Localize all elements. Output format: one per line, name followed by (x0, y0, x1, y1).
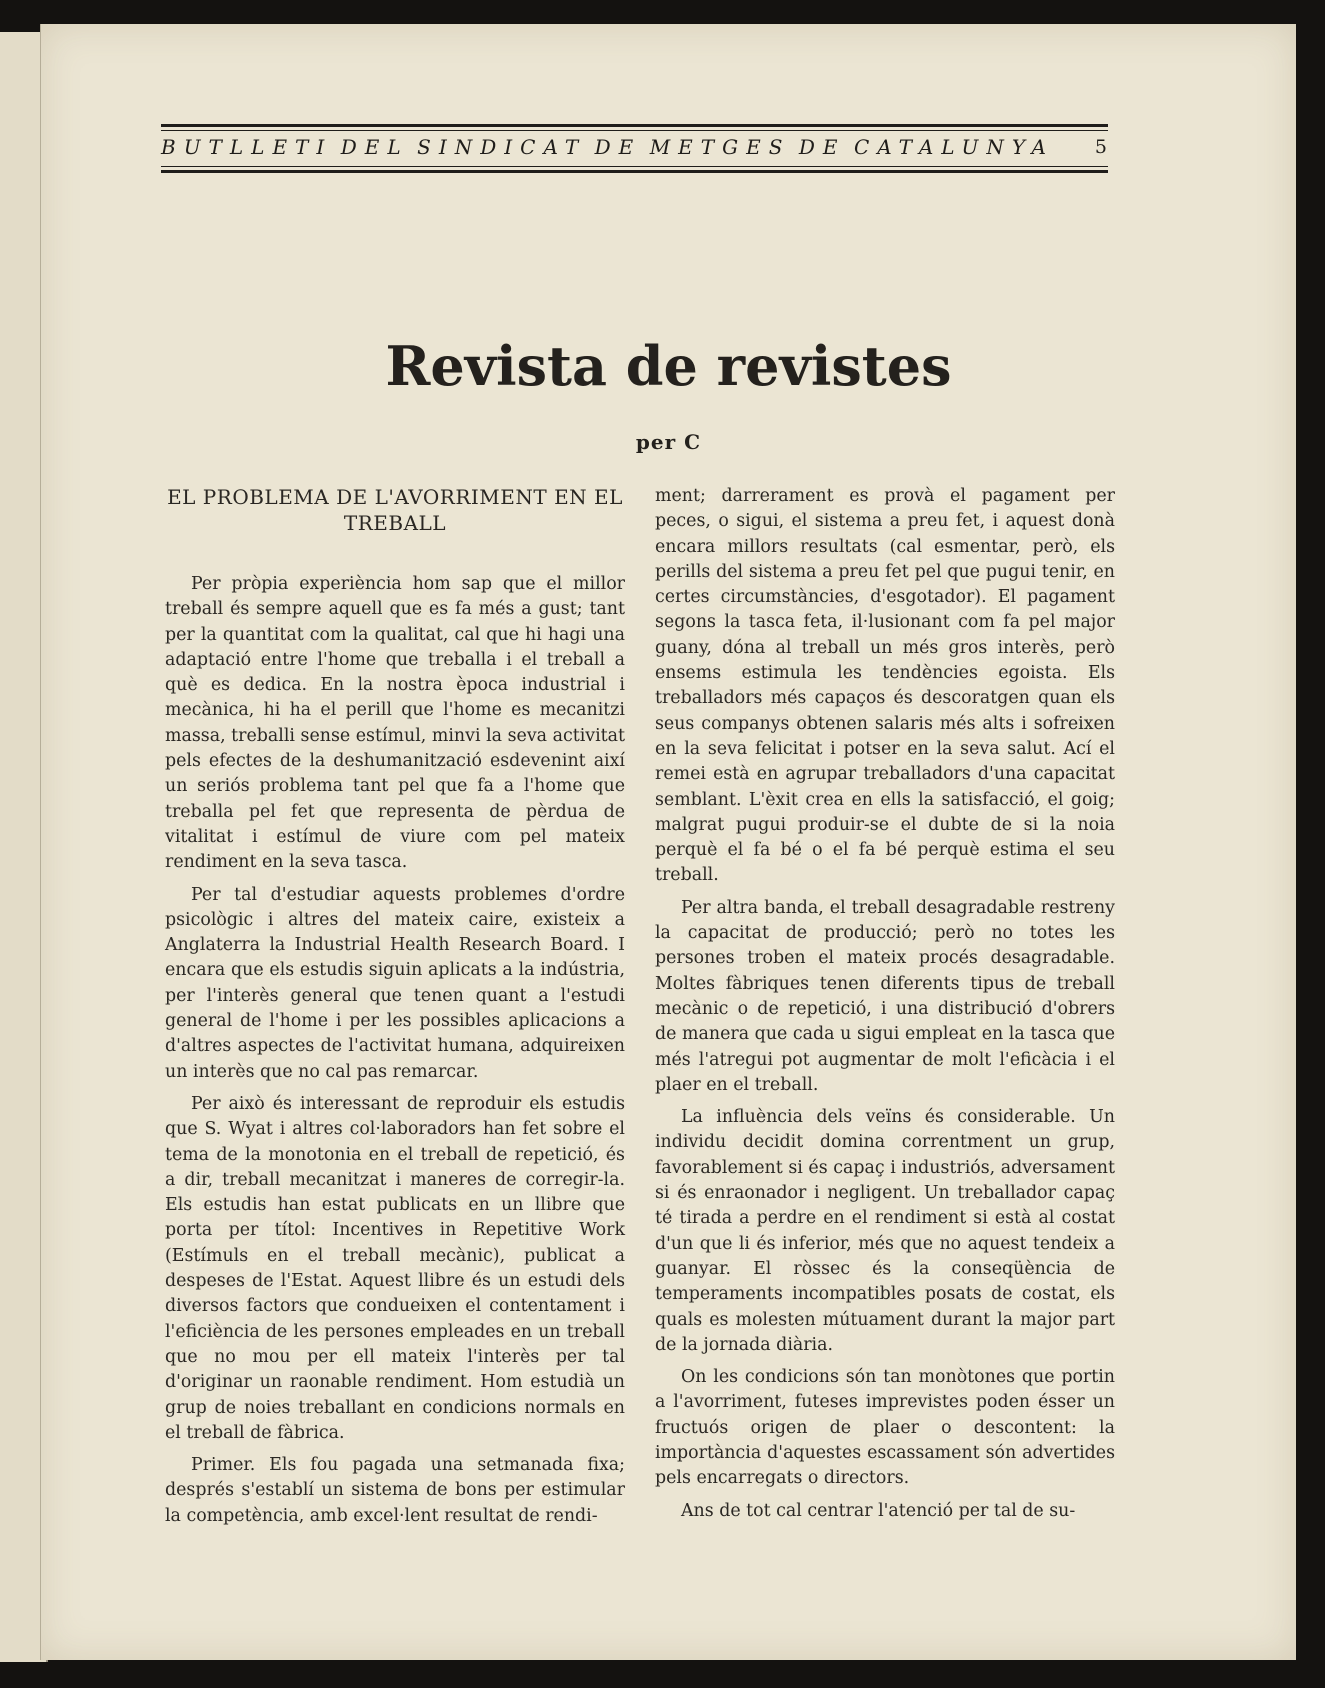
paragraph: Per pròpia experiència hom sap que el millor treball és sempre aquell que es fa més a gust; tant per la quantitat com la qualitat, cal que hi hagi una adaptació entre l'home que treballa i el treball a què es dedica. En la nostra època industrial i mecànica, hi ha el perill que l'home es mecanitzi massa, treballi sense estímul, minvi la seva activitat pels efectes de la deshumanització esdevenint així un seriós problema tant pel que fa a l'home que treballa pel fet que representa de pèrdua de vitalitat i estímul de viure com pel mateix rendiment en la seva tasca. (165, 574, 625, 873)
paragraph: La influència dels veïns és considerable. Un individu decidit domina correntment un grup, favorablement si és capaç i industriós, adversament si és enraonador i negligent. Un treballador capaç té tirada a perdre en el rendiment si està al costat d'un que li és inferior, més que no aquest tendeix a guanyar. El ròssec és la conseqüència de temperaments incompatibles posats de costat, els quals es molesten mútuament durant la major part de la jornada diària. (655, 1107, 1115, 1355)
page-number: 5 (1094, 136, 1108, 158)
journal-name (161, 135, 1054, 159)
top-rule (161, 124, 1108, 127)
left-column (165, 484, 625, 1536)
paragraph: Per tal d'estudiar aquests problemes d'ordre psicològic i altres del mateix caire, existeix a Anglaterra la Industrial Health Research Board. I encara que els estudis siguin aplicats a la indústria, per l'interès general que tenen quant a l'estudi general de l'home i per les possibles aplicacions a d'altres aspectes de l'activitat humana, adquireixen un interès que no cal pas remarcar. (165, 884, 625, 1082)
paragraph: Per altra banda, el treball desagradable restreny la capacitat de producció; però no totes les persones troben el mateix procés desagradable. Moltes fàbriques tenen diferents tipus de treball mecànic o de repetició, i una distribució d'obrers de manera que cada u sigui empleat en la tasca que més l'atregui pot augmentar de molt l'eficàcia i el plaer en el treball. (655, 897, 1115, 1095)
bottom-thin-rule (161, 166, 1108, 167)
article-title: Revista de revistes (385, 334, 952, 398)
running-head-row (161, 131, 1108, 163)
journal-word: DEL (340, 135, 409, 159)
paragraph: Ans de tot cal centrar l'atenció per tal de su- (681, 1500, 1076, 1521)
paragraph: On les condicions són tan monòtones que portin a l'avorriment, futeses imprevistes poden ésser un fructuós origen de plaer o descontent: la importància d'aquestes escassament són advertides pels encarregats o directors. (655, 1367, 1115, 1489)
paragraph: Per això és interessant de reproduir els estudis que S. Wyat i altres col·laboradors han fet sobre el tema de la monotonia en el treball de repetició, és a dir, treball mecanitzat i maneres de corregir-la. Els estudis han estat publicats en un llibre que porta per títol: Incentives in Repetitive Work (Estímuls en el treball mecànic), publicat a despeses de l'Estat. Aquest llibre és un estudi dels diversos factors que condueixen el contentament i l'eficiència de les persones empleades en un treball que no mou per ell mateix l'interès per tal d'originar un raonable rendiment. Hom estudià un grup de noies treballant en condicions normals en el treball de fàbrica. (165, 1093, 625, 1443)
journal-page (40, 24, 1296, 1660)
journal-word: METGES (649, 135, 791, 159)
paragraph: Primer. Els fou pagada una setmanada fixa; després s'establí un sistema de bons per estimular la competència, amb excel·lent resultat de rendi- (165, 1455, 625, 1526)
paragraph-continued: ment; darrerament es provà el pagament per peces, o sigui, el sistema a preu fet, i aquest donà encara millors resultats (cal esmentar, però, els perills del sistema a preu fet pel que pugui tenir, en certes circumstàncies, d'esgotador). El pagament segons la tasca feta, il·lusionant com fa pel major guany, dóna al treball un més gros interès, però ensems estimula les tendències egoista. Els treballadors més capaços és descoratgen quan els seus companys obtenen salaris més alts i sofreixen en la seva felicitat i potser en la seva salut. Ací el remei està en agrupar treballadors d'una capacitat semblant. L'èxit crea en ells la satisfacció, el goig; malgrat pugui produir-se el dubte de si la noia perquè el fa bé o el fa bé perquè estima el seu treball. (655, 486, 1115, 886)
running-head (161, 124, 1108, 173)
journal-word: CATALUNYA (853, 135, 1054, 159)
right-column (655, 484, 1115, 1531)
journal-word: SINDICAT (417, 135, 587, 159)
journal-word: BUTLLETI (161, 135, 333, 159)
journal-word: DE (798, 135, 846, 159)
byline: per C (635, 430, 702, 454)
bottom-rule (161, 170, 1108, 173)
journal-word: DE (594, 135, 642, 159)
section-heading: EL PROBLEMA DE L'AVORRIMENT EN EL TREBALL (167, 485, 623, 535)
